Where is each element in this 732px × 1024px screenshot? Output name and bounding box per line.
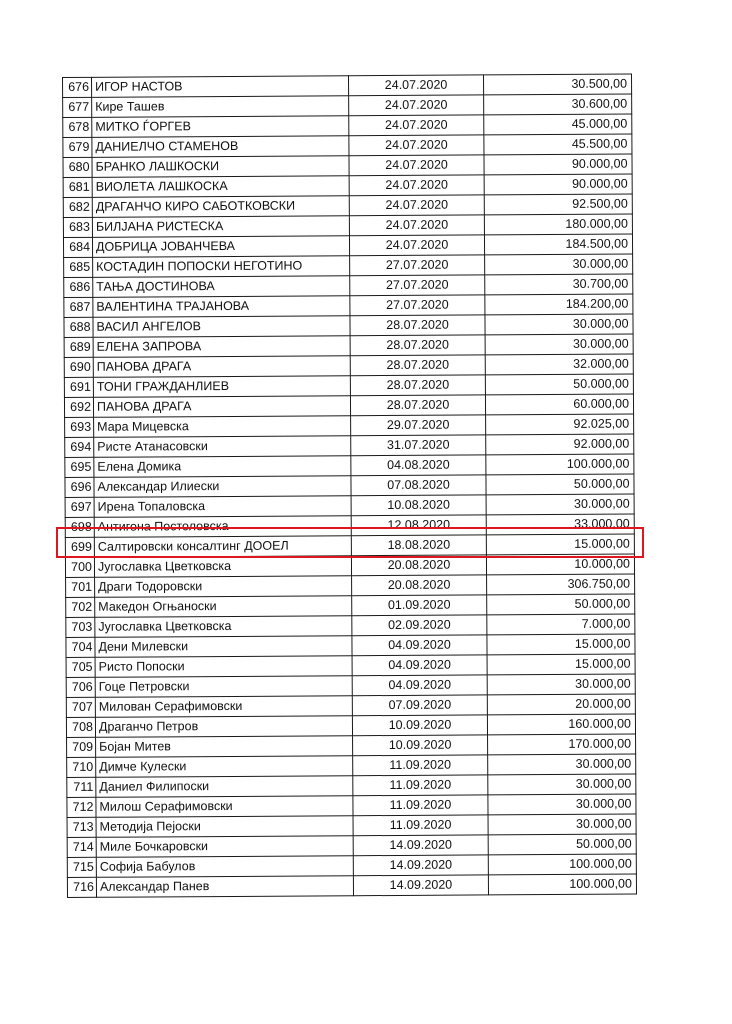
payment-date: 20.08.2020 [352, 575, 487, 596]
payment-amount: 33.000,00 [486, 514, 634, 535]
row-number: 708 [66, 717, 95, 737]
row-number: 693 [65, 417, 94, 437]
payee-name: Македон Огњаноски [95, 596, 352, 618]
row-number: 704 [66, 637, 95, 657]
payment-amount: 32.000,00 [485, 354, 633, 375]
payment-amount: 60.000,00 [485, 394, 633, 415]
payment-date: 24.07.2020 [349, 175, 484, 196]
row-number: 684 [63, 237, 92, 257]
row-number: 695 [65, 457, 94, 477]
row-number: 710 [67, 757, 96, 777]
payment-amount: 100.000,00 [488, 854, 636, 875]
row-number: 688 [64, 317, 93, 337]
row-number: 698 [65, 517, 94, 537]
payee-name: Александар Панев [96, 876, 353, 898]
payee-name: Бојан Митев [96, 736, 353, 758]
payment-amount: 160.000,00 [487, 714, 635, 735]
payment-date: 04.08.2020 [351, 455, 486, 476]
row-number: 696 [65, 477, 94, 497]
payment-amount: 170.000,00 [488, 734, 636, 755]
payment-amount: 92.500,00 [484, 194, 632, 215]
payee-name: Ирена Топаловска [94, 496, 351, 518]
payment-amount: 30.000,00 [485, 254, 633, 275]
payment-date: 24.07.2020 [349, 215, 484, 236]
payment-date: 11.09.2020 [353, 815, 488, 836]
payment-amount: 180.000,00 [484, 214, 632, 235]
payee-name: Гоце Петровски [95, 676, 352, 698]
payment-amount: 15.000,00 [487, 634, 635, 655]
payment-amount: 30.000,00 [488, 774, 636, 795]
payee-name: Драги Тодоровски [95, 576, 352, 598]
payment-amount: 100.000,00 [486, 454, 634, 475]
payment-amount: 90.000,00 [484, 154, 632, 175]
payment-amount: 90.000,00 [484, 174, 632, 195]
payment-amount: 30.000,00 [485, 334, 633, 355]
row-number: 705 [66, 657, 95, 677]
payment-date: 14.09.2020 [353, 855, 488, 876]
payee-name: Елена Домика [94, 456, 351, 478]
payee-name: КОСТАДИН ПОПОСКИ НЕГОТИНО [93, 256, 350, 278]
payment-date: 07.08.2020 [351, 475, 486, 496]
payment-amount: 50.000,00 [487, 594, 635, 615]
payee-name: Методија Пејоски [96, 816, 353, 838]
row-number: 677 [63, 97, 92, 117]
row-number: 697 [65, 497, 94, 517]
row-number: 691 [64, 377, 93, 397]
payment-date: 24.07.2020 [349, 235, 484, 256]
row-number: 694 [65, 437, 94, 457]
payee-name: Милован Серафимовски [95, 696, 352, 718]
row-number: 692 [64, 397, 93, 417]
row-number: 685 [64, 257, 93, 277]
payment-amount: 50.000,00 [486, 474, 634, 495]
payee-name: БИЛЈАНА РИСТЕСКА [92, 216, 349, 238]
payment-date: 07.09.2020 [352, 695, 487, 716]
payee-name: БРАНКО ЛАШКОСКИ [92, 156, 349, 178]
row-number: 699 [65, 537, 94, 557]
payee-name: Димче Кулески [96, 756, 353, 778]
row-number: 711 [67, 777, 96, 797]
payment-date: 04.09.2020 [352, 655, 487, 676]
payment-amount: 30.500,00 [483, 74, 631, 95]
payee-name: Милош Серафимовски [96, 796, 353, 818]
payment-amount: 30.000,00 [485, 314, 633, 335]
payment-date: 27.07.2020 [350, 275, 485, 296]
payee-name: Салтировски консалтинг ДООЕЛ [94, 536, 351, 558]
payee-name: Даниел Филипоски [96, 776, 353, 798]
row-number: 686 [64, 277, 93, 297]
payment-amount: 15.000,00 [487, 654, 635, 675]
payee-name: ПАНОВА ДРАГА [93, 356, 350, 378]
payments-table-wrapper [62, 74, 637, 898]
payment-amount: 184.200,00 [485, 294, 633, 315]
payment-date: 28.07.2020 [350, 375, 485, 396]
row-number: 706 [66, 677, 95, 697]
payee-name: Антигона Постоловска [94, 516, 351, 538]
payment-amount: 7.000,00 [487, 614, 635, 635]
row-number: 716 [67, 877, 96, 897]
payment-amount: 30.000,00 [488, 794, 636, 815]
payee-name: ЕЛЕНА ЗАПРОВА [93, 336, 350, 358]
payee-name: ДАНИЕЛЧО СТАМЕНОВ [92, 136, 349, 158]
row-number: 676 [63, 77, 92, 97]
row-number: 683 [63, 217, 92, 237]
payee-name: Александар Илиески [94, 476, 351, 498]
payment-amount: 92.000,00 [486, 434, 634, 455]
payee-name: ПАНОВА ДРАГА [93, 396, 350, 418]
payment-amount: 92.025,00 [486, 414, 634, 435]
payment-date: 04.09.2020 [352, 675, 487, 696]
payment-date: 24.07.2020 [349, 155, 484, 176]
payment-date: 02.09.2020 [352, 615, 487, 636]
payment-amount: 50.000,00 [488, 834, 636, 855]
row-number: 702 [66, 597, 95, 617]
payee-name: ВАСИЛ АНГЕЛОВ [93, 316, 350, 338]
payee-name: Миле Бочкаровски [96, 836, 353, 858]
row-number: 715 [67, 857, 96, 877]
payment-date: 10.09.2020 [352, 715, 487, 736]
payment-amount: 45.000,00 [484, 114, 632, 135]
payee-name: ВАЛЕНТИНА ТРАЈАНОВА [93, 296, 350, 318]
payments-table-body [63, 74, 637, 897]
payee-name: ВИОЛЕТА ЛАШКОСКА [92, 176, 349, 198]
payment-date: 28.07.2020 [350, 355, 485, 376]
payee-name: Кире Ташев [92, 96, 349, 118]
payee-name: Софија Бабулов [96, 856, 353, 878]
row-number: 689 [64, 337, 93, 357]
payment-amount: 30.000,00 [487, 674, 635, 695]
row-number: 681 [63, 177, 92, 197]
payee-name: Драганчо Петров [95, 716, 352, 738]
payment-date: 20.08.2020 [351, 555, 486, 576]
payment-date: 27.07.2020 [350, 255, 485, 276]
payment-date: 28.07.2020 [350, 335, 485, 356]
payee-name: ДРАГАНЧО КИРО САБОТКОВСКИ [92, 196, 349, 218]
payee-name: Југославка Цветковска [95, 616, 352, 638]
payment-date: 24.07.2020 [349, 95, 484, 116]
row-number: 680 [63, 157, 92, 177]
row-number: 701 [66, 577, 95, 597]
payment-amount: 306.750,00 [487, 574, 635, 595]
payment-amount: 15.000,00 [486, 534, 634, 555]
payee-name: МИТКО ЃОРГЕВ [92, 116, 349, 138]
payee-name: ТАЊА ДОСТИНОВА [93, 276, 350, 298]
payments-table [62, 74, 637, 898]
payment-date: 18.08.2020 [351, 535, 486, 556]
payment-amount: 184.500,00 [484, 234, 632, 255]
payment-amount: 30.000,00 [488, 814, 636, 835]
payment-date: 11.09.2020 [353, 755, 488, 776]
payment-date: 14.09.2020 [353, 875, 488, 896]
payment-amount: 30.000,00 [488, 754, 636, 775]
payee-name: ИГОР НАСТОВ [92, 76, 349, 98]
row-number: 700 [65, 557, 94, 577]
row-number: 687 [64, 297, 93, 317]
payment-date: 27.07.2020 [350, 295, 485, 316]
payment-amount: 10.000,00 [486, 554, 634, 575]
row-number: 707 [66, 697, 95, 717]
row-number: 713 [67, 817, 96, 837]
payment-date: 31.07.2020 [351, 435, 486, 456]
payment-date: 04.09.2020 [352, 635, 487, 656]
row-number: 709 [67, 737, 96, 757]
payment-date: 24.07.2020 [349, 135, 484, 156]
payment-date: 24.07.2020 [348, 75, 483, 96]
payment-date: 10.09.2020 [353, 735, 488, 756]
table-row [67, 874, 636, 897]
row-number: 703 [66, 617, 95, 637]
payment-amount: 20.000,00 [487, 694, 635, 715]
payment-date: 12.08.2020 [351, 515, 486, 536]
row-number: 714 [67, 837, 96, 857]
payment-date: 14.09.2020 [353, 835, 488, 856]
payment-date: 28.07.2020 [350, 315, 485, 336]
payment-date: 24.07.2020 [349, 195, 484, 216]
payee-name: Ристо Попоски [95, 656, 352, 678]
payment-date: 29.07.2020 [351, 415, 486, 436]
payee-name: Дени Милевски [95, 636, 352, 658]
payment-amount: 45.500,00 [484, 134, 632, 155]
row-number: 679 [63, 137, 92, 157]
payment-date: 28.07.2020 [350, 395, 485, 416]
payment-date: 01.09.2020 [352, 595, 487, 616]
payment-amount: 30.700,00 [485, 274, 633, 295]
payment-amount: 30.600,00 [484, 94, 632, 115]
payment-date: 24.07.2020 [349, 115, 484, 136]
row-number: 678 [63, 117, 92, 137]
payment-amount: 30.000,00 [486, 494, 634, 515]
row-number: 682 [63, 197, 92, 217]
payment-date: 10.08.2020 [351, 495, 486, 516]
payee-name: Мара Мицевска [94, 416, 351, 438]
payee-name: Југославка Цветковска [94, 556, 351, 578]
row-number: 712 [67, 797, 96, 817]
payment-date: 11.09.2020 [353, 775, 488, 796]
payee-name: ТОНИ ГРАЖДАНЛИЕВ [93, 376, 350, 398]
payment-amount: 50.000,00 [485, 374, 633, 395]
payment-amount: 100.000,00 [488, 874, 636, 895]
row-number: 690 [64, 357, 93, 377]
payee-name: ДОБРИЦА ЈОВАНЧЕВА [92, 236, 349, 258]
payee-name: Ристе Атанасовски [94, 436, 351, 458]
payment-date: 11.09.2020 [353, 795, 488, 816]
